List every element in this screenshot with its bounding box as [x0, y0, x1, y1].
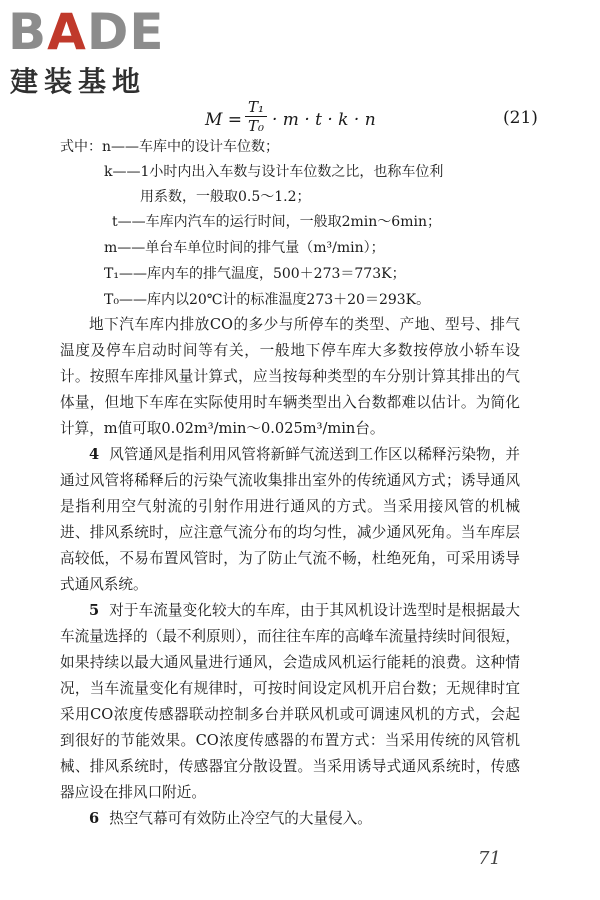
paragraph-4	[60, 442, 520, 598]
definition-line: t——车库内汽车的运行时间，一般取2min～6min；	[112, 214, 441, 230]
page-number: 71	[478, 848, 501, 869]
body-text	[60, 312, 520, 832]
definition-line: T₀——库内以20℃计的标准温度273＋20＝293K。	[104, 292, 431, 308]
paragraph-6	[60, 806, 520, 832]
paragraph-text: 热空气幕可有效防止冷空气的大量侵入。	[109, 810, 372, 827]
definition-line: 用系数，一般取0.5～1.2；	[140, 189, 311, 205]
paragraph	[60, 312, 520, 442]
bade-logo	[8, 3, 178, 98]
formula-21	[0, 98, 600, 138]
formula-fraction	[245, 98, 267, 135]
formula-lhs: M =	[205, 110, 243, 130]
definition-line: T₁——库内车的排气温度，500＋273＝773K；	[104, 266, 406, 282]
paragraph-number: 6	[89, 810, 100, 827]
paragraph-5	[60, 598, 520, 806]
definition-line: 式中：n——车库中的设计车位数；	[60, 139, 280, 155]
definition-line: m——单台车单位时间的排气量（m³/min）；	[104, 240, 385, 256]
formula-denominator: T₀	[247, 117, 265, 135]
formula-rhs: · m · t · k · n	[272, 110, 376, 130]
equation-number: (21)	[503, 108, 538, 128]
paragraph-text: 对于车流量变化较大的车库，由于其风机设计选型时是根据最大车流量选择的（最不利原则），而往往车库的高峰车流量持续时间很短，如果持续以最大通风量进行通风，会造成风机运行能耗的浪费。这种情况，当车流量变化有规律时，可按时间设定风机开启台数；无规律时宜采用CO浓度传感器联动控制多台并联风机或可调速风机的方式，会起到很好的节能效果。CO浓度传感器的布置方式：当采用传统的风管机械、排风系统时，传感器宜分散设置。当采用诱导式通风系统时，传感器应设在排风口附近。	[60, 602, 520, 801]
definition-line: k——1小时内出入车数与设计车位数之比，也称车位利	[104, 164, 444, 180]
logo-subtitle: 建装基地	[10, 65, 147, 98]
paragraph-number: 5	[89, 602, 100, 619]
logo-wordmark: BADE	[8, 3, 165, 61]
formula-numerator: T₁	[245, 98, 267, 117]
paragraph-text: 风管通风是指利用风管将新鲜气流送到工作区以稀释污染物，并通过风管将稀释后的污染气流收集排出室外的传统通风方式；诱导通风是指利用空气射流的引射作用进行通风的方式。当采用接风管的机械进、排风系统时，应注意气流分布的均匀性，减少通风死角。当车库层高较低，不易布置风管时，为了防止气流不畅，杜绝死角，可采用诱导式通风系统。	[60, 446, 520, 593]
paragraph-number: 4	[89, 446, 100, 463]
paragraph-text: 地下汽车库内排放CO的多少与所停车的类型、产地、型号、排气温度及停车启动时间等有关，一般地下停车库大多数按停放小轿车设计。按照车库排风量计算式，应当按每种类型的车分别计算其排出的气体量，但地下车库在实际使用时车辆类型出入台数都难以估计。为简化计算，m值可取0.02m³/min～0.025m³/min台。	[60, 316, 520, 437]
